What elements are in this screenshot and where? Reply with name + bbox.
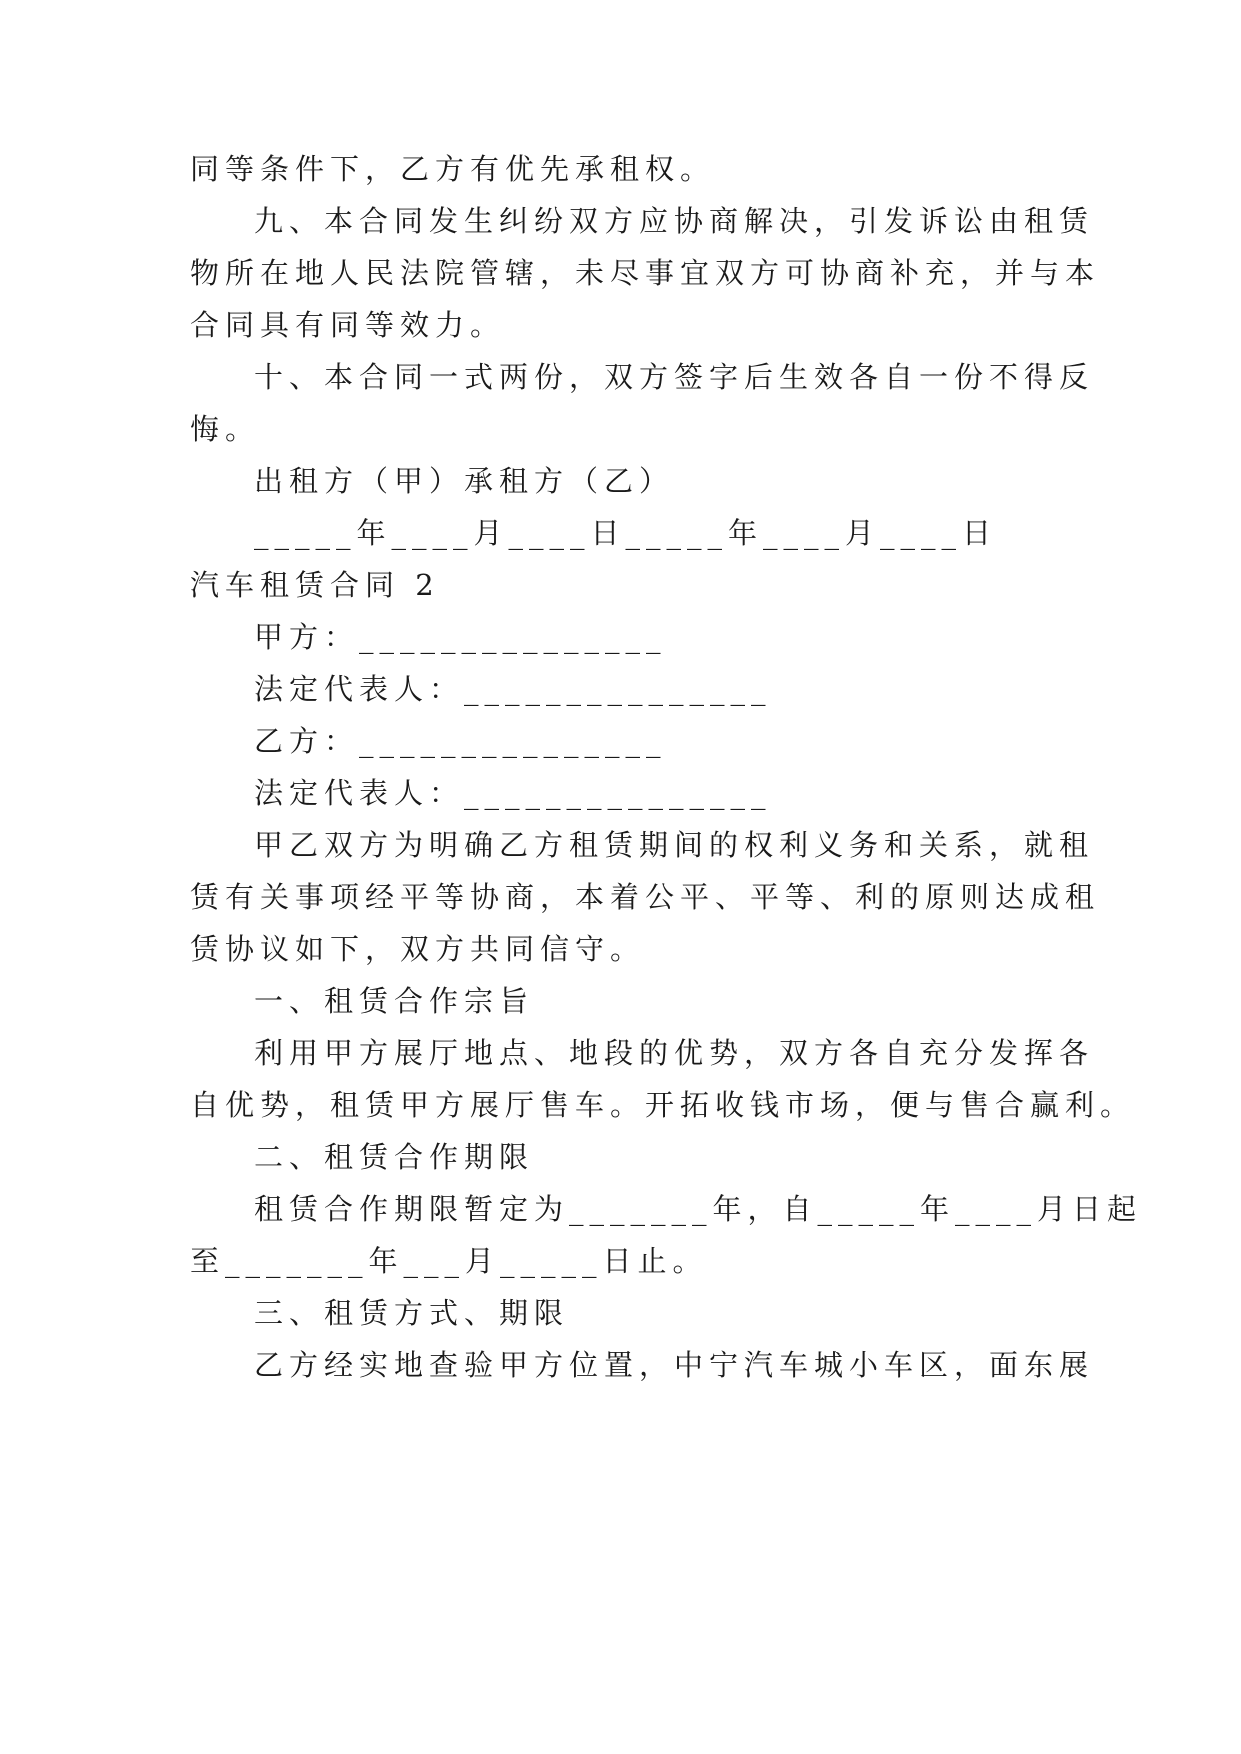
- text-line: 甲乙双方为明确乙方租赁期间的权利义务和关系，就租: [254, 828, 1095, 862]
- text-line: 乙方经实地查验甲方位置，中宁汽车城小车区，面东展: [254, 1348, 1095, 1382]
- legal-rep-field: 法定代表人：_______________: [254, 672, 772, 706]
- text-line: 合同具有同等效力。: [190, 308, 506, 342]
- text-line: 自优势，租赁甲方展厅售车。开拓收钱市场，便与售合赢利。: [190, 1088, 1136, 1122]
- legal-rep-field: 法定代表人：_______________: [254, 776, 772, 810]
- text-line: 至_______年___月_____日止。: [190, 1244, 708, 1278]
- text-line: 同等条件下，乙方有优先承租权。: [190, 152, 716, 186]
- text-line: 出租方（甲）承租方（乙）: [254, 464, 675, 498]
- party-b-field: 乙方：_______________: [254, 724, 667, 758]
- section-title: 汽车租赁合同 2: [190, 568, 440, 602]
- text-line: 赁协议如下，双方共同信守。: [190, 932, 646, 966]
- text-line: 十、本合同一式两份，双方签字后生效各自一份不得反: [254, 360, 1095, 394]
- clause-heading: 二、租赁合作期限: [254, 1140, 535, 1174]
- text-line: 九、本合同发生纠纷双方应协商解决，引发诉讼由租赁: [254, 204, 1095, 238]
- text-line: 租赁合作期限暂定为_______年，自_____年____月日起: [254, 1192, 1143, 1226]
- text-line: 赁有关事项经平等协商，本着公平、平等、利的原则达成租: [190, 880, 1101, 914]
- text-line: 悔。: [190, 412, 261, 446]
- party-a-field: 甲方：_______________: [254, 620, 667, 654]
- clause-heading: 一、租赁合作宗旨: [254, 984, 535, 1018]
- clause-heading: 三、租赁方式、期限: [254, 1296, 570, 1330]
- text-line: 物所在地人民法院管辖，未尽事宜双方可协商补充，并与本: [190, 256, 1101, 290]
- text-line: 利用甲方展厅地点、地段的优势，双方各自充分发挥各: [254, 1036, 1095, 1070]
- date-blank-line: _____年____月____日_____年____月____日: [254, 516, 998, 550]
